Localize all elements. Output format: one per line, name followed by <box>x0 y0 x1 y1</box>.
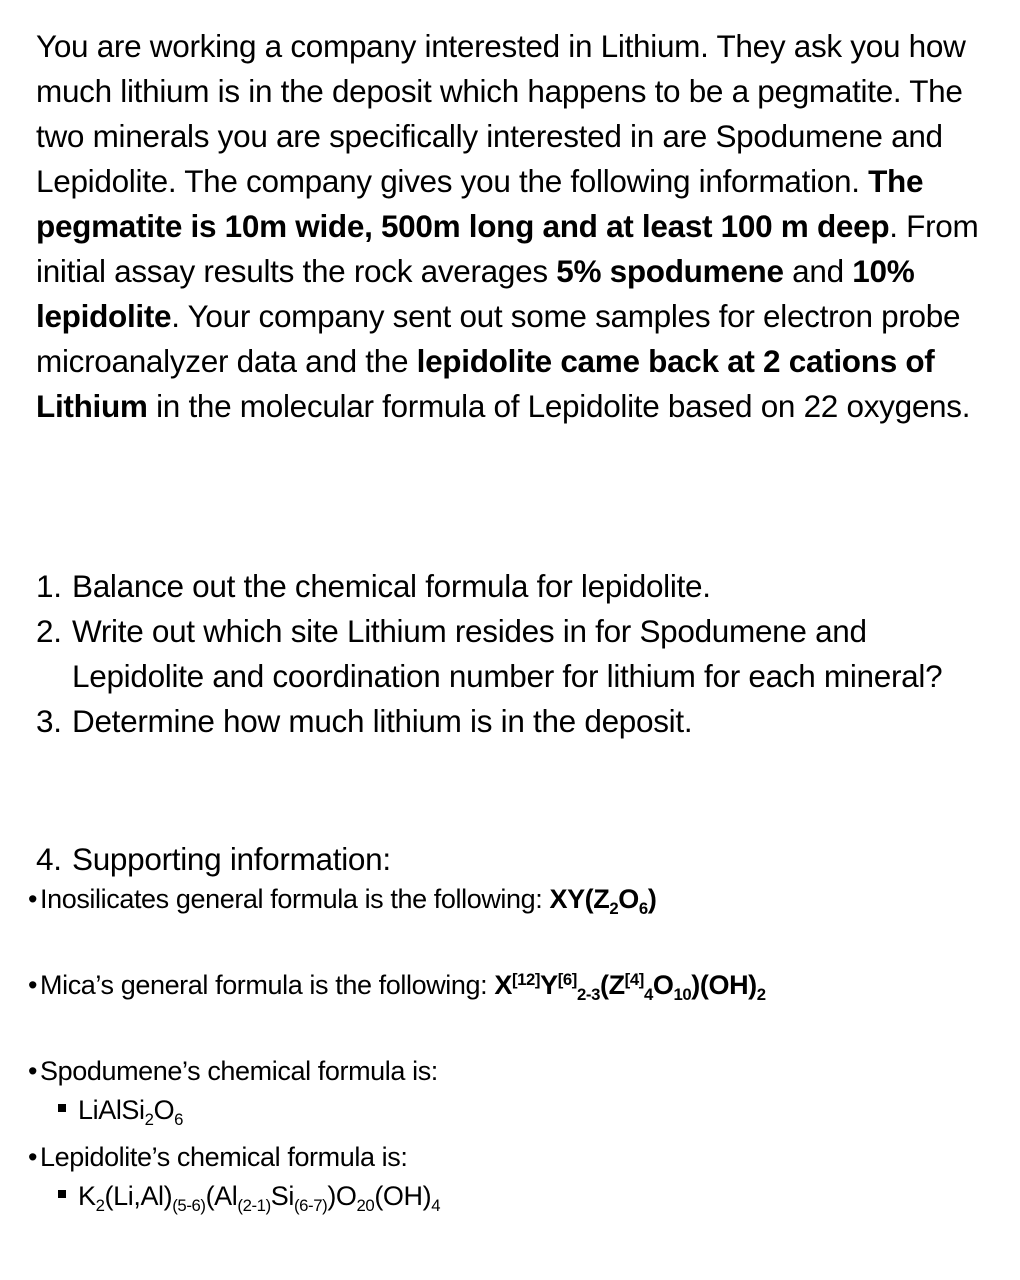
bullet-dot: • <box>28 1142 38 1172</box>
question-number: 1. <box>36 568 62 604</box>
mica-formula: $X[12]Y[6]_{2-3}(Z[4]_4O_{10})(OH)_2$ <box>494 969 766 1004</box>
intro-bold-dimensions: The pegmatite is 10m wide, 500m long and at least 100 m deep <box>36 163 924 244</box>
intro-bold-lepidolite: 10% lepidolite <box>36 253 915 334</box>
intro-text-5: in the molecular formula of Lepidolite based on 22 oxygens. <box>147 388 971 424</box>
spodumene-label: Spodumene’s chemical formula is: <box>40 1056 438 1086</box>
inosilicates-formula: $XY(Z_2O_6)$ <box>549 884 657 918</box>
question-list <box>36 564 996 744</box>
inosilicates-bullet <box>28 881 657 918</box>
intro-bold-cations: lepidolite came back at 2 cations of Lithium <box>36 343 935 424</box>
question-item <box>36 699 996 744</box>
document-page <box>28 24 996 1215</box>
intro-text-4: . Your company sent out some samples for electron probe microanalyzer data and the <box>36 298 961 379</box>
bullet-dot: • <box>28 884 38 914</box>
question-item <box>36 609 996 699</box>
question-text: Supporting information: <box>72 841 391 877</box>
question-text: Write out which site Lithium resides in for Spodumene and Lepidolite and coordination number for lithium for each mineral? <box>72 613 943 694</box>
lepidolite-label: Lepidolite’s chemical formula is: <box>40 1142 408 1172</box>
question-item <box>36 837 391 882</box>
question-number: 4. <box>36 841 62 877</box>
mica-label: Mica’s general formula is the following: <box>40 970 495 1000</box>
square-bullet-icon <box>58 1104 66 1112</box>
lepidolite-formula-item <box>58 1178 440 1214</box>
question-number: 2. <box>36 613 62 649</box>
intro-paragraph <box>36 24 996 429</box>
spodumene-formula: $LiAlSi_2O_6$ <box>78 1095 184 1129</box>
inosilicates-label: Inosilicates general formula is the following: <box>40 884 550 914</box>
lepidolite-bullet <box>28 1139 408 1175</box>
intro-text-2: . From initial assay results the rock averages <box>36 208 979 289</box>
intro-text-3: and <box>783 253 853 289</box>
spodumene-formula-item <box>58 1092 183 1128</box>
question-text: Balance out the chemical formula for lepidolite. <box>72 568 711 604</box>
question-text: Determine how much lithium is in the deposit. <box>72 703 693 739</box>
square-bullet-icon <box>58 1190 66 1198</box>
lepidolite-formula: $K_2(Li,Al)_{(5-6)}(Al_{(2-1)}Si_{(6-7)})O_{20}(OH)_4$ <box>78 1181 441 1215</box>
intro-text-1: You are working a company interested in Lithium. They ask you how much lithium is in the deposit which happens to be a pegmatite. The two minerals you are specifically interested in are Spodumene and Lepidolite. The company gives you the following information. <box>36 28 966 199</box>
bullet-dot: • <box>28 970 38 1000</box>
question-number: 3. <box>36 703 62 739</box>
intro-bold-spodumene: 5% spodumene <box>556 253 784 289</box>
question-item <box>36 564 996 609</box>
spodumene-bullet <box>28 1053 438 1089</box>
bullet-dot: • <box>28 1056 38 1086</box>
mica-bullet <box>28 967 766 1004</box>
